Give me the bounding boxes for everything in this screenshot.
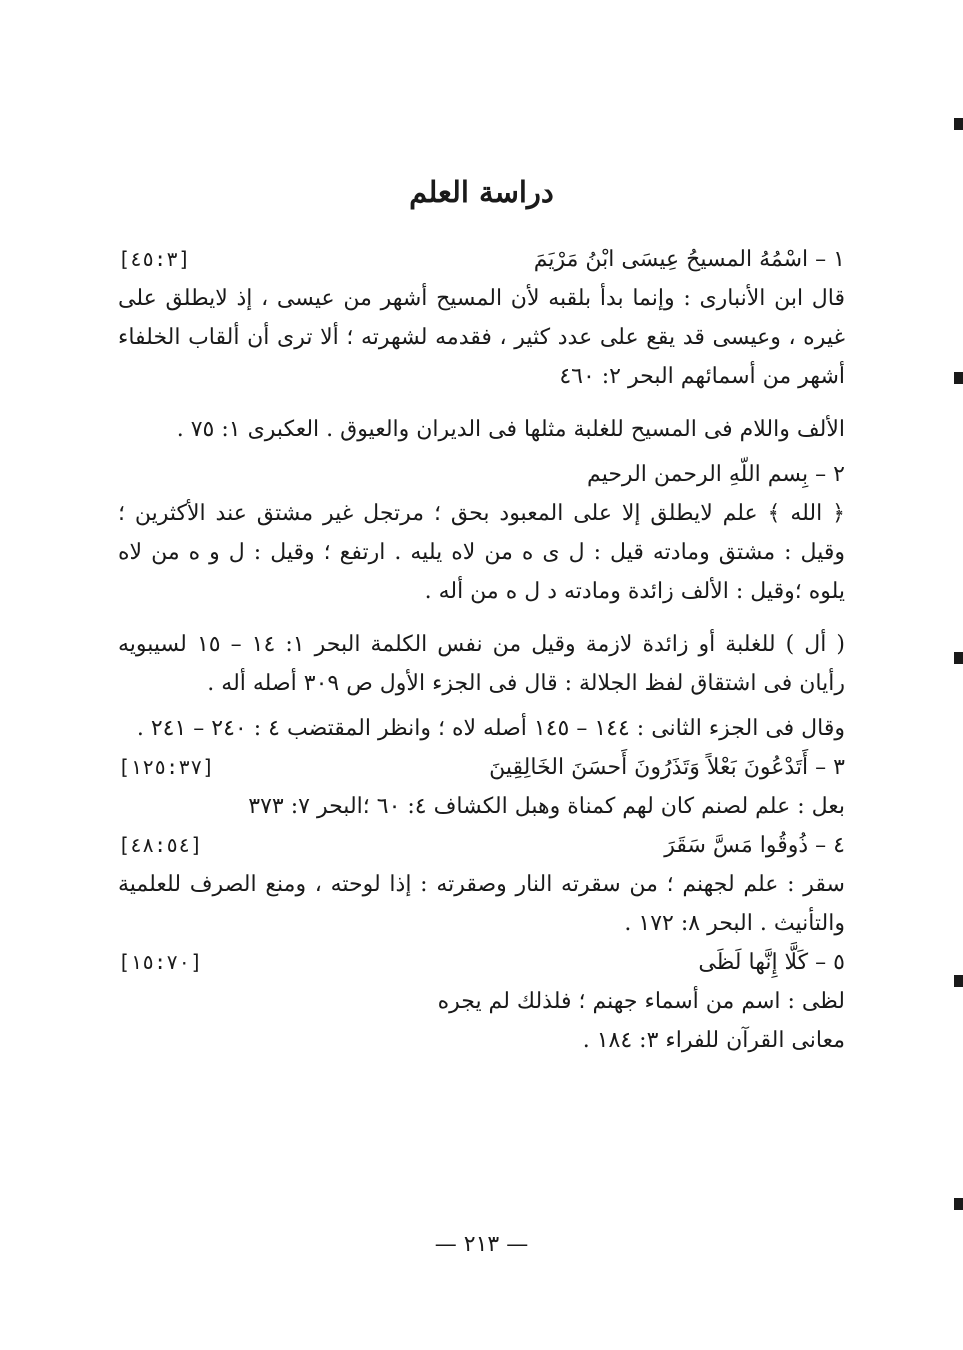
edge-mark-4 [954, 975, 963, 987]
entry-4-heading [118, 826, 845, 865]
entry-5-paragraph-2: معانى القرآن للفراء ٣: ١٨٤ . [582, 1028, 845, 1053]
entry-1-number: ١ – [815, 247, 845, 272]
entry-2-verse: بِسم اللّهِ الرحمن الرحيم [587, 462, 809, 487]
entry-5-paragraph-1: لظى : اسم من أسماء جهنم ؛ فلذلك لم يجره [437, 989, 845, 1014]
entry-4-paragraph-1: سقر : علم لجهنم ؛ من سقرته النار وصقرته : إذا لوحته ، ومنع الصرف للعلمية والتأنيث . البحر ٨: ١٧٢ . [118, 872, 845, 936]
entry-4-reference: [٤٨:٥٤] [118, 833, 203, 857]
entry-3-heading [118, 748, 845, 787]
entry-1-paragraph-1: قال ابن الأنبارى : وإنما بدأ بلقبه لأن المسيح أشهر من عيسى ، إذ لايطلق على غيره ، وعيسى قد يقع على عدد كثير ، فقدمه لشهرته ؛ ألا ترى أن ألقاب الخلفاء أشهر من أسمائهم البحر ٢: ٤٦٠ [118, 286, 845, 389]
edge-mark-2 [954, 372, 963, 384]
entry-2-verse-line [587, 455, 845, 494]
edge-mark-5 [954, 1198, 963, 1210]
entry-1-verse: اسْمُهُ المسيحُ عِيسَى ابْنُ مَرْيَمَ [533, 247, 809, 272]
entry-2-paragraph-3: وقال فى الجزء الثانى : ١٤٤ – ١٤٥ أصله لاه ؛ وانظر المقتضب ٤ : ٢٤٠ – ٢٤١ . [136, 716, 845, 741]
page-number: — ٢١٣ — [434, 1232, 529, 1257]
entry-5-verse: كَلَّا إِنَّها لَظَى [698, 950, 809, 975]
entry-1-paragraph-2: الألف واللام فى المسيح للغلبة مثلها فى الديران والعيوق . العكبرى ١: ٧٥ . [176, 417, 845, 442]
entry-2-paragraph-2: ( أل ) للغلبة أو زائدة لازمة وقيل من نفس الكلمة البحر ١: ١٤ – ١٥ لسيبويه رأيان فى اشتقاق لفظ الجلالة : قال فى الجزء الأول ص ٣٠٩ أصله أله . [118, 632, 845, 696]
edge-mark-1 [954, 118, 963, 130]
page-title: دراسة العلم [409, 175, 554, 209]
entry-5-verse-line [698, 943, 845, 982]
entry-2-paragraph-1: ﴿ الله ﴾ علم لايطلق إلا على المعبود بحق ؛ مرتجل غير مشتق عند الأكثرين ؛ وقيل : مشتق ومادته قيل : ل ى ه من لاه يليه . ارتفع ؛ وقيل : ل و ه من لاه يلوه ؛وقيل : الألف زائدة ومادته د ل ه من أله . [118, 501, 845, 604]
entry-3-verse-line [489, 748, 845, 787]
entry-4-verse: ذُوقُوا مَسَّ سَقَرَ [664, 833, 809, 858]
entry-3-reference: [١٢٥:٣٧] [118, 755, 215, 779]
entry-3-number: ٣ – [815, 755, 845, 780]
entry-3-paragraph-1: بعل : علم لصنم كان لهم كمناة وهبل الكشاف ٤: ٦٠ ؛البحر ٧: ٣٧٣ [248, 794, 845, 819]
entry-1-heading [118, 240, 845, 279]
entry-1-verse-line [534, 240, 845, 279]
entry-4-number: ٤ – [815, 833, 845, 858]
entry-5-reference: [١٥:٧٠] [118, 950, 203, 974]
entry-2-heading [118, 455, 845, 494]
entry-4-verse-line [664, 826, 845, 865]
page-body [118, 170, 845, 1060]
edge-mark-3 [954, 652, 963, 664]
entry-5-number: ٥ – [815, 950, 845, 975]
entry-5-heading [118, 943, 845, 982]
entry-2-number: ٢ – [815, 462, 845, 487]
entry-1-reference: [٤٥:٣] [118, 247, 191, 271]
entry-3-verse: أَتَدْعُونَ بَعْلاً وَتَذَرُونَ أَحسَنَ الخَالِقِينَ [489, 755, 809, 780]
